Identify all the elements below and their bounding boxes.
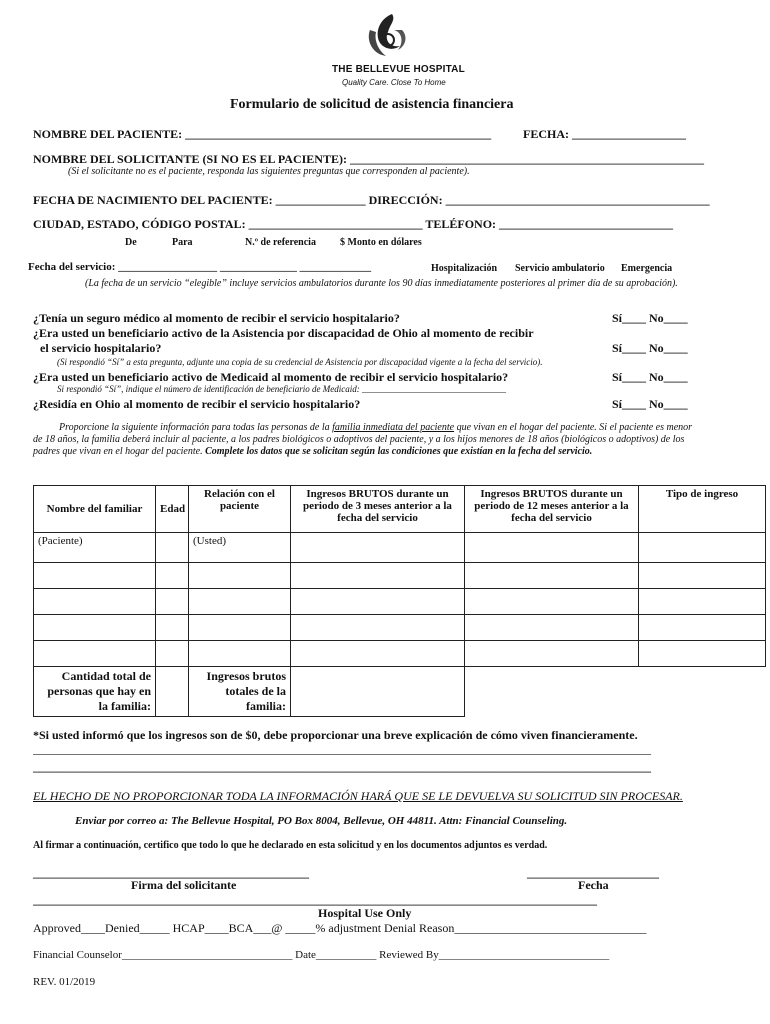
certify-statement: Al firmar a continuación, certifico que todo lo que he declarado en esta solicitud y en los documentos adjuntos es verdad. [33, 840, 548, 851]
applicant-name-field[interactable]: NOMBRE DEL SOLICITANTE (SI NO ES EL PACIENTE): ___________________________________________________________ [33, 152, 704, 166]
form-title: Formulario de solicitud de asistencia financiera [230, 97, 514, 112]
question-2-cont: el servicio hospitalario? [40, 341, 162, 355]
question-3-yes-no[interactable]: Sí____ No____ [612, 370, 688, 384]
cell-patient[interactable]: (Paciente) [34, 533, 156, 563]
question-4-yes-no[interactable]: Sí____ No____ [612, 397, 688, 411]
table-row[interactable] [34, 615, 766, 641]
applicant-note: (Si el solicitante no es el paciente, responda las siguientes preguntas que corresponden al paciente). [68, 166, 470, 177]
header-income-12m: Ingresos BRUTOS durante un periodo de 12 meses anterior a la fecha del servicio [465, 486, 639, 533]
date-field[interactable]: FECHA: ___________________ [523, 127, 686, 141]
hospitalization-option[interactable]: Hospitalización [431, 263, 498, 274]
cell-income-type[interactable] [639, 533, 766, 563]
question-2: ¿Era usted un beneficiario activo de la Asistencia por discapacidad de Ohio al momento de recibir [33, 326, 534, 340]
family-table [33, 485, 766, 717]
table-row[interactable] [34, 533, 766, 563]
mail-instructions: Enviar por correo a: The Bellevue Hospital, PO Box 8004, Bellevue, OH 44811. Attn: Financial Counseling. [75, 815, 568, 827]
question-3-note[interactable]: Si respondió “Sí”, indique el número de identificación de beneficiario de Medicaid: ________________________________ [57, 384, 507, 394]
counselor-line[interactable]: Financial Counselor_______________________________ Date___________ Reviewed By_______________________________ [33, 949, 610, 961]
question-2-yes-no[interactable]: Sí____ No____ [612, 341, 688, 355]
instructions-bold: Complete los datos que se solicitan según las condiciones que existían en la fecha del servicio. [205, 446, 593, 457]
zero-income-note: *Si usted informó que los ingresos son de $0, debe proporcionar una breve explicación de cómo viven financieramente. [33, 728, 638, 742]
table-row[interactable] [34, 563, 766, 589]
revision: REV. 01/2019 [33, 976, 96, 988]
signature-line[interactable]: ______________________________________________ [33, 866, 309, 880]
service-col-para: Para [172, 237, 193, 248]
instructions-link: familia inmediata del paciente [332, 422, 455, 433]
header-age: Edad [156, 486, 189, 533]
cell-relation[interactable]: (Usted) [189, 533, 291, 563]
table-total-row [34, 667, 766, 717]
question-3: ¿Era usted un beneficiario activo de Medicaid al momento de recibir el servicio hospitalario? [33, 370, 509, 384]
total-persons-label: Cantidad total de personas que hay en la familia: [34, 667, 156, 717]
table-row[interactable] [34, 589, 766, 615]
date-line[interactable]: ______________________ [527, 866, 659, 880]
date-label: Fecha [578, 878, 609, 892]
hospital-logo [330, 10, 465, 90]
explanation-line-1[interactable]: _______________________________________________________________________________________________________ [33, 742, 651, 756]
instructions-text-1: Proporcione la siguiente información para todas las personas de la [59, 422, 333, 433]
instructions [33, 422, 693, 458]
instructions-text-2: que vivan en el hogar del paciente. Si el paciente es menor de 18 años, la familia deberá incluir al paciente, a los padres biológicos o adoptivos del paciente, y a los hijos menores de 18 años (biológicos o adoptivos) de los padres que vivan en el hogar del paciente. [33, 422, 693, 457]
outpatient-option[interactable]: Servicio ambulatorio [515, 263, 605, 274]
signature-label: Firma del solicitante [131, 878, 237, 892]
city-phone-field[interactable]: CIUDAD, ESTADO, CÓDIGO POSTAL: _____________________________ TELÉFONO: _____________________________ [33, 217, 674, 231]
header-relation: Relación con el paciente [189, 486, 291, 533]
logo-swirl-icon [330, 10, 440, 62]
question-1-yes-no[interactable]: Sí____ No____ [612, 311, 688, 325]
header-income-type: Tipo de ingreso [639, 486, 766, 533]
hospital-name: THE BELLEVUE HOSPITAL [332, 64, 465, 75]
question-2-note: (Si respondió “Sí” a esta pregunta, adjunte una copia de su credencial de Asistencia por discapacidad vigente a la fecha del servicio). [57, 357, 543, 367]
service-note: (La fecha de un servicio “elegible” incluye servicios ambulatorios durante los 90 días inmediatamente posteriores al primer día de su aprobación). [85, 278, 678, 289]
hospital-use-line: ______________________________________________________________________________________________ [33, 893, 597, 907]
patient-name-field[interactable]: NOMBRE DEL PACIENTE: ___________________________________________________ [33, 127, 492, 141]
hospital-tagline: Quality Care. Close To Home [342, 78, 446, 87]
header-member-name: Nombre del familiar [34, 486, 156, 533]
total-gross-label: Ingresos brutos totales de la familia: [189, 667, 291, 717]
header-income-3m: Ingresos BRUTOS durante un periodo de 3 meses anterior a la fecha del servicio [291, 486, 465, 533]
approval-line[interactable]: Approved____Denied_____ HCAP____BCA___@ _____% adjustment Denial Reason________________________________ [33, 921, 647, 935]
table-row[interactable] [34, 641, 766, 667]
cell-income-3m[interactable] [291, 533, 465, 563]
table-header-row [34, 486, 766, 533]
cell-age[interactable] [156, 533, 189, 563]
total-gross-value[interactable] [291, 667, 465, 717]
hospital-use-heading: Hospital Use Only [318, 906, 412, 920]
explanation-line-2[interactable]: _______________________________________________________________________________________________________ [33, 760, 651, 774]
service-col-de: De [125, 237, 137, 248]
total-persons-value[interactable] [156, 667, 189, 717]
question-1: ¿Tenía un seguro médico al momento de recibir el servicio hospitalario? [33, 311, 400, 325]
question-4: ¿Residía en Ohio al momento de recibir el servicio hospitalario? [33, 397, 361, 411]
service-col-monto: $ Monto en dólares [340, 237, 422, 248]
service-date-field[interactable]: Fecha del servicio: __________________ ______________ _____________ [28, 261, 372, 273]
dob-address-field[interactable]: FECHA DE NACIMIENTO DEL PACIENTE: _______________ DIRECCIÓN: ____________________________________________ [33, 193, 710, 207]
emergency-option[interactable]: Emergencia [621, 263, 673, 274]
cell-income-12m[interactable] [465, 533, 639, 563]
warning: EL HECHO DE NO PROPORCIONAR TODA LA INFORMACIÓN HARÁ QUE SE LE DEVUELVA SU SOLICITUD SIN PROCESAR. [33, 789, 683, 803]
service-col-ref: N.º de referencia [245, 237, 316, 248]
